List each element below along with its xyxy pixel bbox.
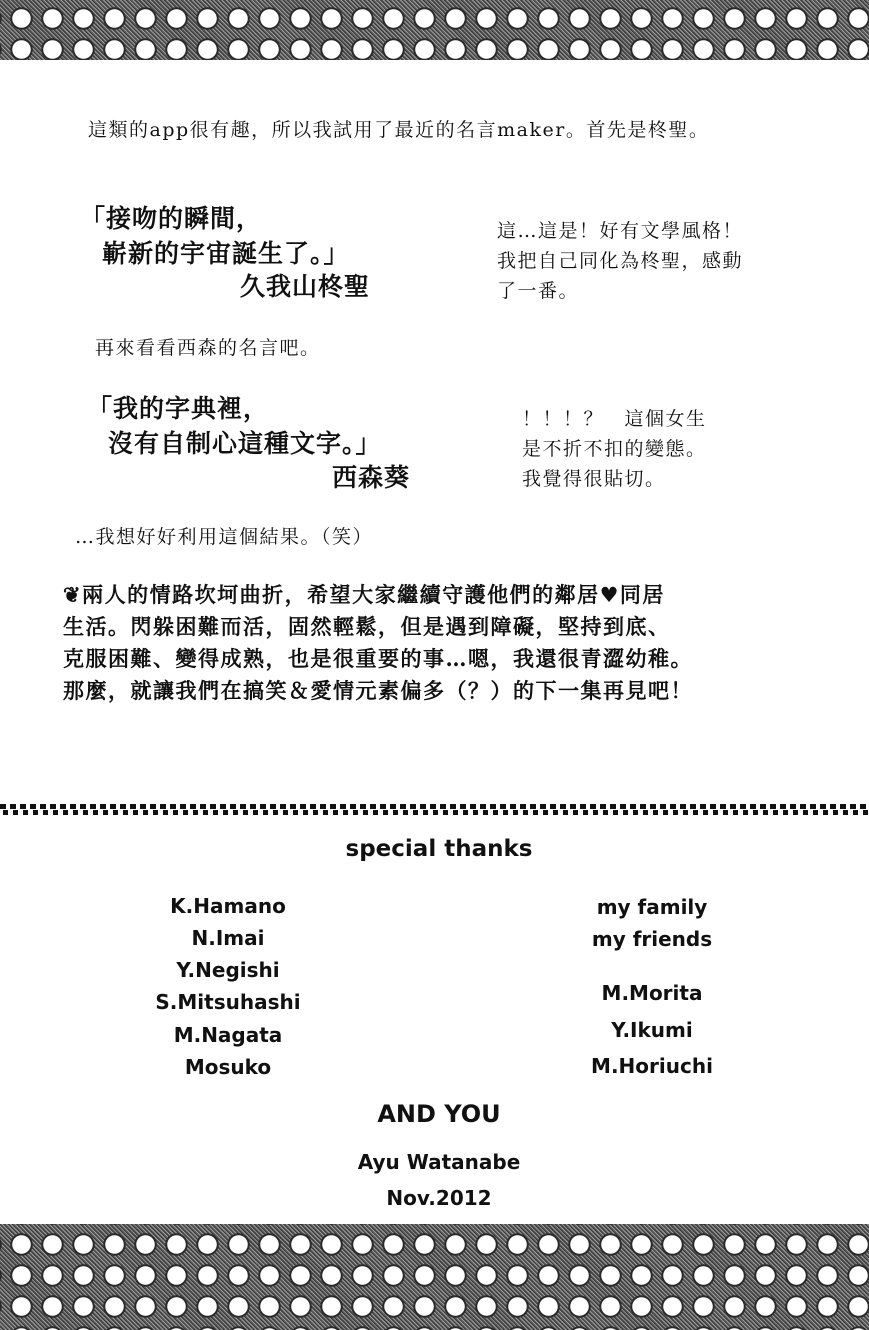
credits-title: special thanks	[345, 836, 533, 862]
credit-left-name: N.Imai	[191, 926, 265, 950]
credit-left-name: M.Nagata	[173, 1023, 283, 1047]
closing-line1: ❦兩人的情路坎坷曲折，希望大家繼續守護他們的鄰居♥同居	[63, 582, 665, 607]
credit-right-name: my family	[596, 895, 708, 919]
decorative-dot-band-bottom	[0, 1224, 869, 1330]
credit-left-name: Y.Negishi	[176, 958, 280, 982]
credit-right-name: M.Morita	[601, 981, 703, 1005]
quote1-line2: 嶄新的宇宙誕生了。」	[102, 239, 350, 268]
comment2-line3: 我覺得很貼切。	[522, 468, 666, 490]
author-signature: Ayu Watanabe	[357, 1150, 521, 1174]
quote1-line1: 「接吻的瞬間，	[80, 204, 263, 233]
credit-right-name: my friends	[591, 927, 713, 951]
quote2-author: 西森葵	[332, 463, 411, 492]
intro-text: 這類的app很有趣，所以我試用了最近的名言maker。首先是柊聖。	[88, 119, 710, 141]
aside-text: …我想好好利用這個結果。（笑）	[75, 526, 374, 548]
quote2-line2: 沒有自制心這種文字。」	[108, 429, 382, 458]
decorative-dot-band-top	[0, 0, 869, 60]
closing-line4: 那麼，就讓我們在搞笑＆愛情元素偏多（？）的下一集再見吧！	[63, 678, 693, 703]
credit-left-name: Mosuko	[184, 1055, 272, 1079]
credit-left-name: S.Mitsuhashi	[155, 990, 301, 1014]
comment2-line2: 是不折不扣的變態。	[522, 438, 707, 460]
comment1-line3: 了一番。	[497, 280, 580, 302]
credit-right-name: M.Horiuchi	[591, 1054, 713, 1078]
and-you-text: AND YOU	[377, 1100, 501, 1128]
date-text: Nov.2012	[386, 1186, 492, 1210]
transition-text: 再來看看西森的名言吧。	[95, 337, 321, 359]
credit-right-name: Y.Ikumi	[611, 1018, 693, 1042]
comment2-line1: ！！！？ 這個女生	[522, 408, 707, 430]
credit-left-name: K.Hamano	[170, 894, 286, 918]
closing-line3: 克服困難、變得成熟，也是很重要的事…嗯，我還很青澀幼稚。	[63, 646, 693, 671]
quote2-line1: 「我的字典裡，	[87, 394, 270, 423]
decorative-divider	[0, 803, 869, 817]
comment1-line1: 這…這是！好有文學風格！	[497, 220, 744, 242]
quote1-author: 久我山柊聖	[240, 272, 371, 301]
comment1-line2: 我把自己同化為柊聖，感動	[497, 250, 744, 272]
closing-line2: 生活。閃躲困難而活，固然輕鬆，但是遇到障礙，堅持到底、	[63, 614, 671, 639]
